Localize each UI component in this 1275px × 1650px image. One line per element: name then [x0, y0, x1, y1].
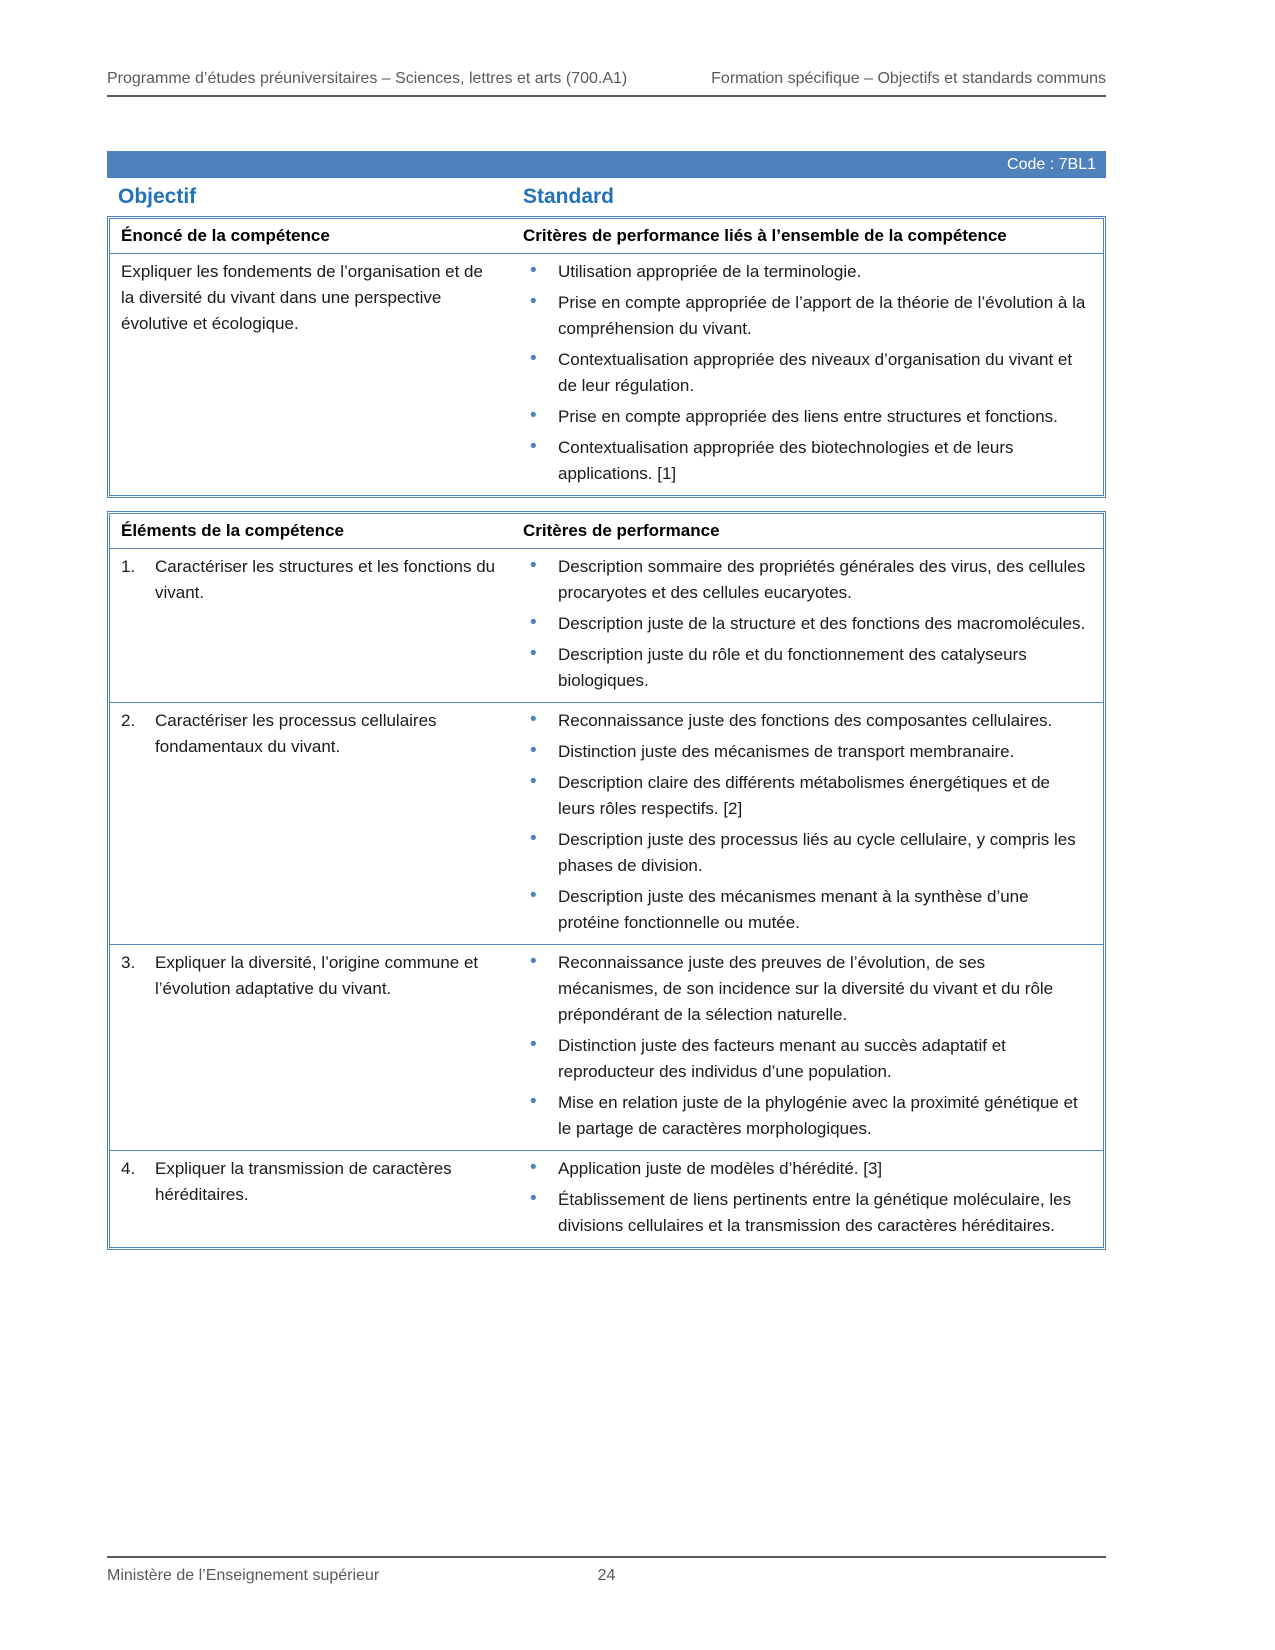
- element-row-2: [110, 702, 1103, 944]
- criterion-text: Distinction juste des facteurs menant au succès adaptatif et reproducteur des individus d’une population.: [558, 1036, 1006, 1081]
- criterion-item: [523, 827, 1089, 879]
- column-titles: [107, 185, 1106, 209]
- criterion-item: [523, 347, 1089, 399]
- competence-left-header: Énoncé de la compétence: [121, 226, 330, 245]
- element-number: 4.: [121, 1159, 136, 1178]
- criterion-item: [523, 611, 1089, 637]
- footer-left-text: Ministère de l’Enseignement supérieur: [107, 1567, 380, 1584]
- competence-table: [107, 216, 1106, 498]
- element-number: 3.: [121, 953, 136, 972]
- page-number: 24: [597, 1567, 616, 1584]
- criterion-item: [523, 554, 1089, 606]
- header-right-text: Formation spécifique – Objectifs et standards communs: [711, 70, 1106, 87]
- criterion-item: [523, 1090, 1089, 1142]
- criterion-item: [523, 1156, 1089, 1182]
- competence-table-header-row: [110, 219, 1103, 253]
- element-text: Caractériser les processus cellulaires fondamentaux du vivant.: [155, 711, 437, 756]
- header-left-text: Programme d’études préuniversitaires – Sciences, lettres et arts (700.A1): [107, 70, 628, 87]
- criterion-text: Description juste des mécanismes menant à la synthèse d’une protéine fonctionnelle ou mutée.: [558, 887, 1029, 932]
- criterion-text: Établissement de liens pertinents entre la génétique moléculaire, les divisions cellulaires et la transmission des caractères héréditaires.: [558, 1190, 1072, 1235]
- criterion-item: [523, 435, 1089, 487]
- criterion-text: Reconnaissance juste des fonctions des composantes cellulaires.: [558, 711, 1053, 730]
- criterion-text: Prise en compte appropriée des liens entre structures et fonctions.: [558, 407, 1058, 426]
- code-bar: [107, 151, 1106, 178]
- elements-table: [107, 511, 1106, 1250]
- criterion-item: [523, 770, 1089, 822]
- criterion-text: Mise en relation juste de la phylogénie avec la proximité génétique et le partage de caractères morphologiques.: [558, 1093, 1078, 1138]
- element-text: Caractériser les structures et les fonctions du vivant.: [155, 557, 496, 602]
- element-text: Expliquer la diversité, l’origine commune et l’évolution adaptative du vivant.: [155, 953, 479, 998]
- criterion-item: [523, 1187, 1089, 1239]
- standard-heading: Standard: [523, 185, 615, 208]
- criterion-text: Reconnaissance juste des preuves de l’évolution, de ses mécanismes, de son incidence sur la diversité du vivant et du rôle prépondérant de la sélection naturelle.: [558, 953, 1054, 1024]
- running-footer: [107, 1556, 1106, 1585]
- criterion-item: [523, 259, 1089, 285]
- criterion-text: Description claire des différents métabolismes énergétiques et de leurs rôles respectifs. [2]: [558, 773, 1051, 818]
- objectif-heading: Objectif: [118, 185, 197, 208]
- element-number: 2.: [121, 711, 136, 730]
- criterion-text: Distinction juste des mécanismes de transport membranaire.: [558, 742, 1015, 761]
- element-number: 1.: [121, 557, 136, 576]
- elements-right-header: Critères de performance: [523, 521, 720, 540]
- criterion-text: Description juste des processus liés au cycle cellulaire, y compris les phases de division.: [558, 830, 1076, 875]
- criterion-item: [523, 739, 1089, 765]
- criteria-list: [523, 554, 1089, 694]
- criterion-text: Application juste de modèles d’hérédité. [3]: [558, 1159, 883, 1178]
- criterion-text: Description juste du rôle et du fonctionnement des catalyseurs biologiques.: [558, 645, 1027, 690]
- enonce-text: Expliquer les fondements de l’organisation et de la diversité du vivant dans une perspective évolutive et écologique.: [121, 262, 483, 333]
- criterion-item: [523, 950, 1089, 1028]
- criterion-item: [523, 1033, 1089, 1085]
- criteria-list: [523, 950, 1089, 1142]
- criterion-text: Description juste de la structure et des fonctions des macromolécules.: [558, 614, 1086, 633]
- criteria-list: [523, 1156, 1089, 1239]
- criterion-item: [523, 642, 1089, 694]
- element-row-3: [110, 944, 1103, 1150]
- criterion-text: Contextualisation appropriée des biotechnologies et de leurs applications. [1]: [558, 438, 1014, 483]
- criterion-item: [523, 404, 1089, 430]
- criterion-text: Prise en compte appropriée de l’apport de la théorie de l’évolution à la compréhension du vivant.: [558, 293, 1086, 338]
- running-header: [107, 0, 1106, 97]
- criteria-list: [523, 708, 1089, 936]
- criterion-item: [523, 708, 1089, 734]
- criterion-text: Description sommaire des propriétés générales des virus, des cellules procaryotes et des cellules eucaryotes.: [558, 557, 1086, 602]
- element-row-4: [110, 1150, 1103, 1247]
- competence-right-header: Critères de performance liés à l’ensemble de la compétence: [523, 226, 1007, 245]
- criterion-text: Utilisation appropriée de la terminologie.: [558, 262, 862, 281]
- element-row-1: [110, 548, 1103, 702]
- code-label: Code : 7BL1: [1007, 155, 1096, 173]
- criterion-item: [523, 290, 1089, 342]
- elements-left-header: Éléments de la compétence: [121, 521, 344, 540]
- criterion-item: [523, 884, 1089, 936]
- elements-table-header-row: [110, 514, 1103, 548]
- criterion-text: Contextualisation appropriée des niveaux d’organisation du vivant et de leur régulation.: [558, 350, 1073, 395]
- competence-criteria-list: [523, 259, 1089, 487]
- competence-table-body-row: [110, 253, 1103, 495]
- element-text: Expliquer la transmission de caractères héréditaires.: [155, 1159, 452, 1204]
- page-content: [107, 0, 1106, 1250]
